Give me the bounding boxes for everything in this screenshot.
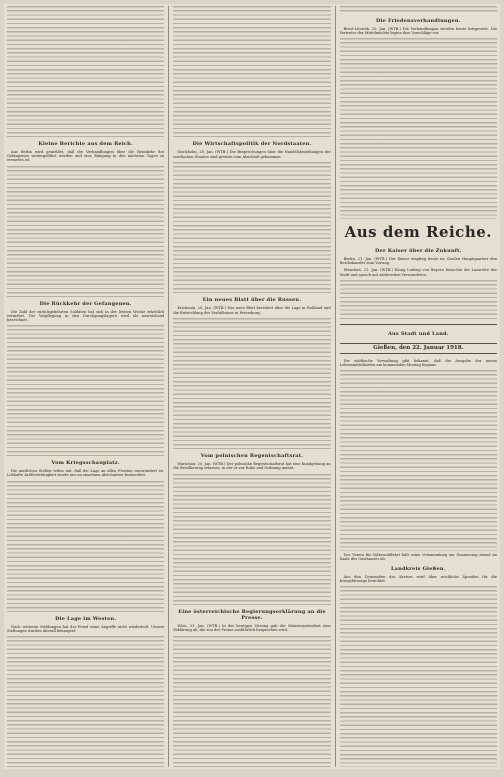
article-paragraph: Brest-Litowsk, 20. Jan. (WTB.) Die Verhandlungen wurden heute fortgesetzt. Die Vertreter der Mittelmächte legten ihre Vorschläge vor. [339,27,497,36]
dateline: Gießen, den 22. Januar 1918. [340,343,497,354]
article-block [7,6,164,137]
text-lines [7,481,164,612]
article-paragraph: Stockholm, 20. Jan. (WTB.) Die Besprechungen über die Handelsbeziehungen der nordischen Staaten sind gestern zum Abschluß gekommen. [173,150,331,159]
article-heading: Landkreis Gießen. [390,566,446,573]
article-paragraph: Der Verein für Volkswohlfahrt hält seine Versammlung am Donnerstag abend im Saale des Gasthauses ab. [339,552,497,561]
article-paragraph: Die amtlichen Stellen teilen mit, daß die Lage an allen Fronten unverändert ist. Lebhafte Artillerietätigkeit wurde nur an einzelnen Abschnitten beobachtet. [7,469,165,478]
article-paragraph: Die städtische Verwaltung gibt bekannt, daß die Ausgabe der neuen Lebensmittelkarten am kommenden Montag beginnt. [339,358,497,367]
article-heading: Vom Kriegsschauplatz. [51,460,120,467]
article-block [340,370,497,551]
article-block [340,280,497,320]
article-paragraph: Kristiania, 20. Jan. (WTB.) Das neue Blatt berichtet über die Lage in Rußland und die Entwicklung der Verhältnisse in Petersburg. [173,306,331,315]
text-lines [173,162,330,293]
article-paragraph: Wien, 21. Jan. (WTB.) In der heutigen Sitzung gab der Ministerpräsident eine Erklärung ab, die von der Presse ausführlich besprochen wird. [173,624,331,633]
article-heading: Der Kaiser über die Zukunft. [375,247,462,254]
article-paragraph: Die Zahl der zurückgekehrten Soldaten hat sich in der letzten Woche erheblich vermehrt. Die Verpflegung in den Durchgangslagern wird als ausreichend bezeichnet. [7,309,165,323]
article-paragraph: Berlin, 21. Jan. (WTB.) Der Kaiser empfing heute im Großen Hauptquartier den Reichskanzler zum Vortrag. [339,256,497,266]
article-block [340,586,497,767]
text-lines [173,636,330,767]
text-lines [7,6,164,137]
article-heading: Ein neues Blatt über die Russen. [202,297,302,304]
article-paragraph: Aus Berlin wird gemeldet, daß die Verhandlungen über die Heimkehr der Gefangenen weitergeführt werden und eine Einigung in den nächsten Tagen zu erwarten ist. [7,150,165,163]
article-heading: Die Lage im Westen. [55,615,117,622]
article-block [7,636,164,767]
text-lines [173,474,330,605]
article-block [173,6,330,137]
article-block [173,162,330,293]
article-block [173,474,330,605]
article-block [7,481,164,612]
article-paragraph: Warschau, 20. Jan. (WTB.) Der polnische Regentschaftsrat hat eine Kundgebung an die Bevölkerung erlassen, in der er zur Ruhe und Ordnung mahnt. [173,462,331,471]
text-lines [7,166,164,297]
text-lines [340,38,497,219]
column-2 [168,6,330,767]
text-lines [7,636,164,767]
article-heading: Die Wirtschaftspolitik der Nordstaaten. [192,141,312,148]
text-lines [340,6,497,14]
section-heading: Aus dem Reiche. [344,222,492,241]
article-heading: Die Rückkehr der Gefangenen. [39,300,132,307]
article-block [340,6,497,14]
article-paragraph: München, 21. Jan. (WTB.) König Ludwig von Bayern besuchte die Lazarette der Stadt und sprach mit zahlreichen Verwundeten. [339,268,497,277]
article-block [173,318,330,449]
text-lines [173,318,330,449]
newspaper-page [4,4,500,769]
article-heading: Eine österreichische Regierungserklärung an die Presse. [178,609,326,622]
text-lines [7,325,164,456]
article-block [173,636,330,767]
article-heading: Kleine Berichte aus dem Reich. [38,141,133,147]
text-lines [340,370,497,551]
article-paragraph: Aus den Gemeinden des Kreises wird über reichliche Spenden für die Kriegsfürsorge berichtet. [339,575,497,584]
text-lines [340,586,497,767]
article-heading: Vom polnischen Regentschaftsrat. [200,453,304,460]
text-lines [173,6,330,137]
section-heading: Aus Stadt und Land. [387,330,449,337]
divider [340,324,497,325]
article-block [7,325,164,456]
column-1 [7,6,164,767]
column-3 [335,6,497,767]
text-lines [340,280,497,320]
article-paragraph: Nach weiteren Meldungen hat der Feind seine Angriffe nicht wiederholt. Unsere Stellungen wurden überall behauptet. [7,624,165,633]
article-block [7,166,164,297]
article-block [340,38,497,219]
article-heading: Die Friedensverhandlungen. [376,18,461,24]
